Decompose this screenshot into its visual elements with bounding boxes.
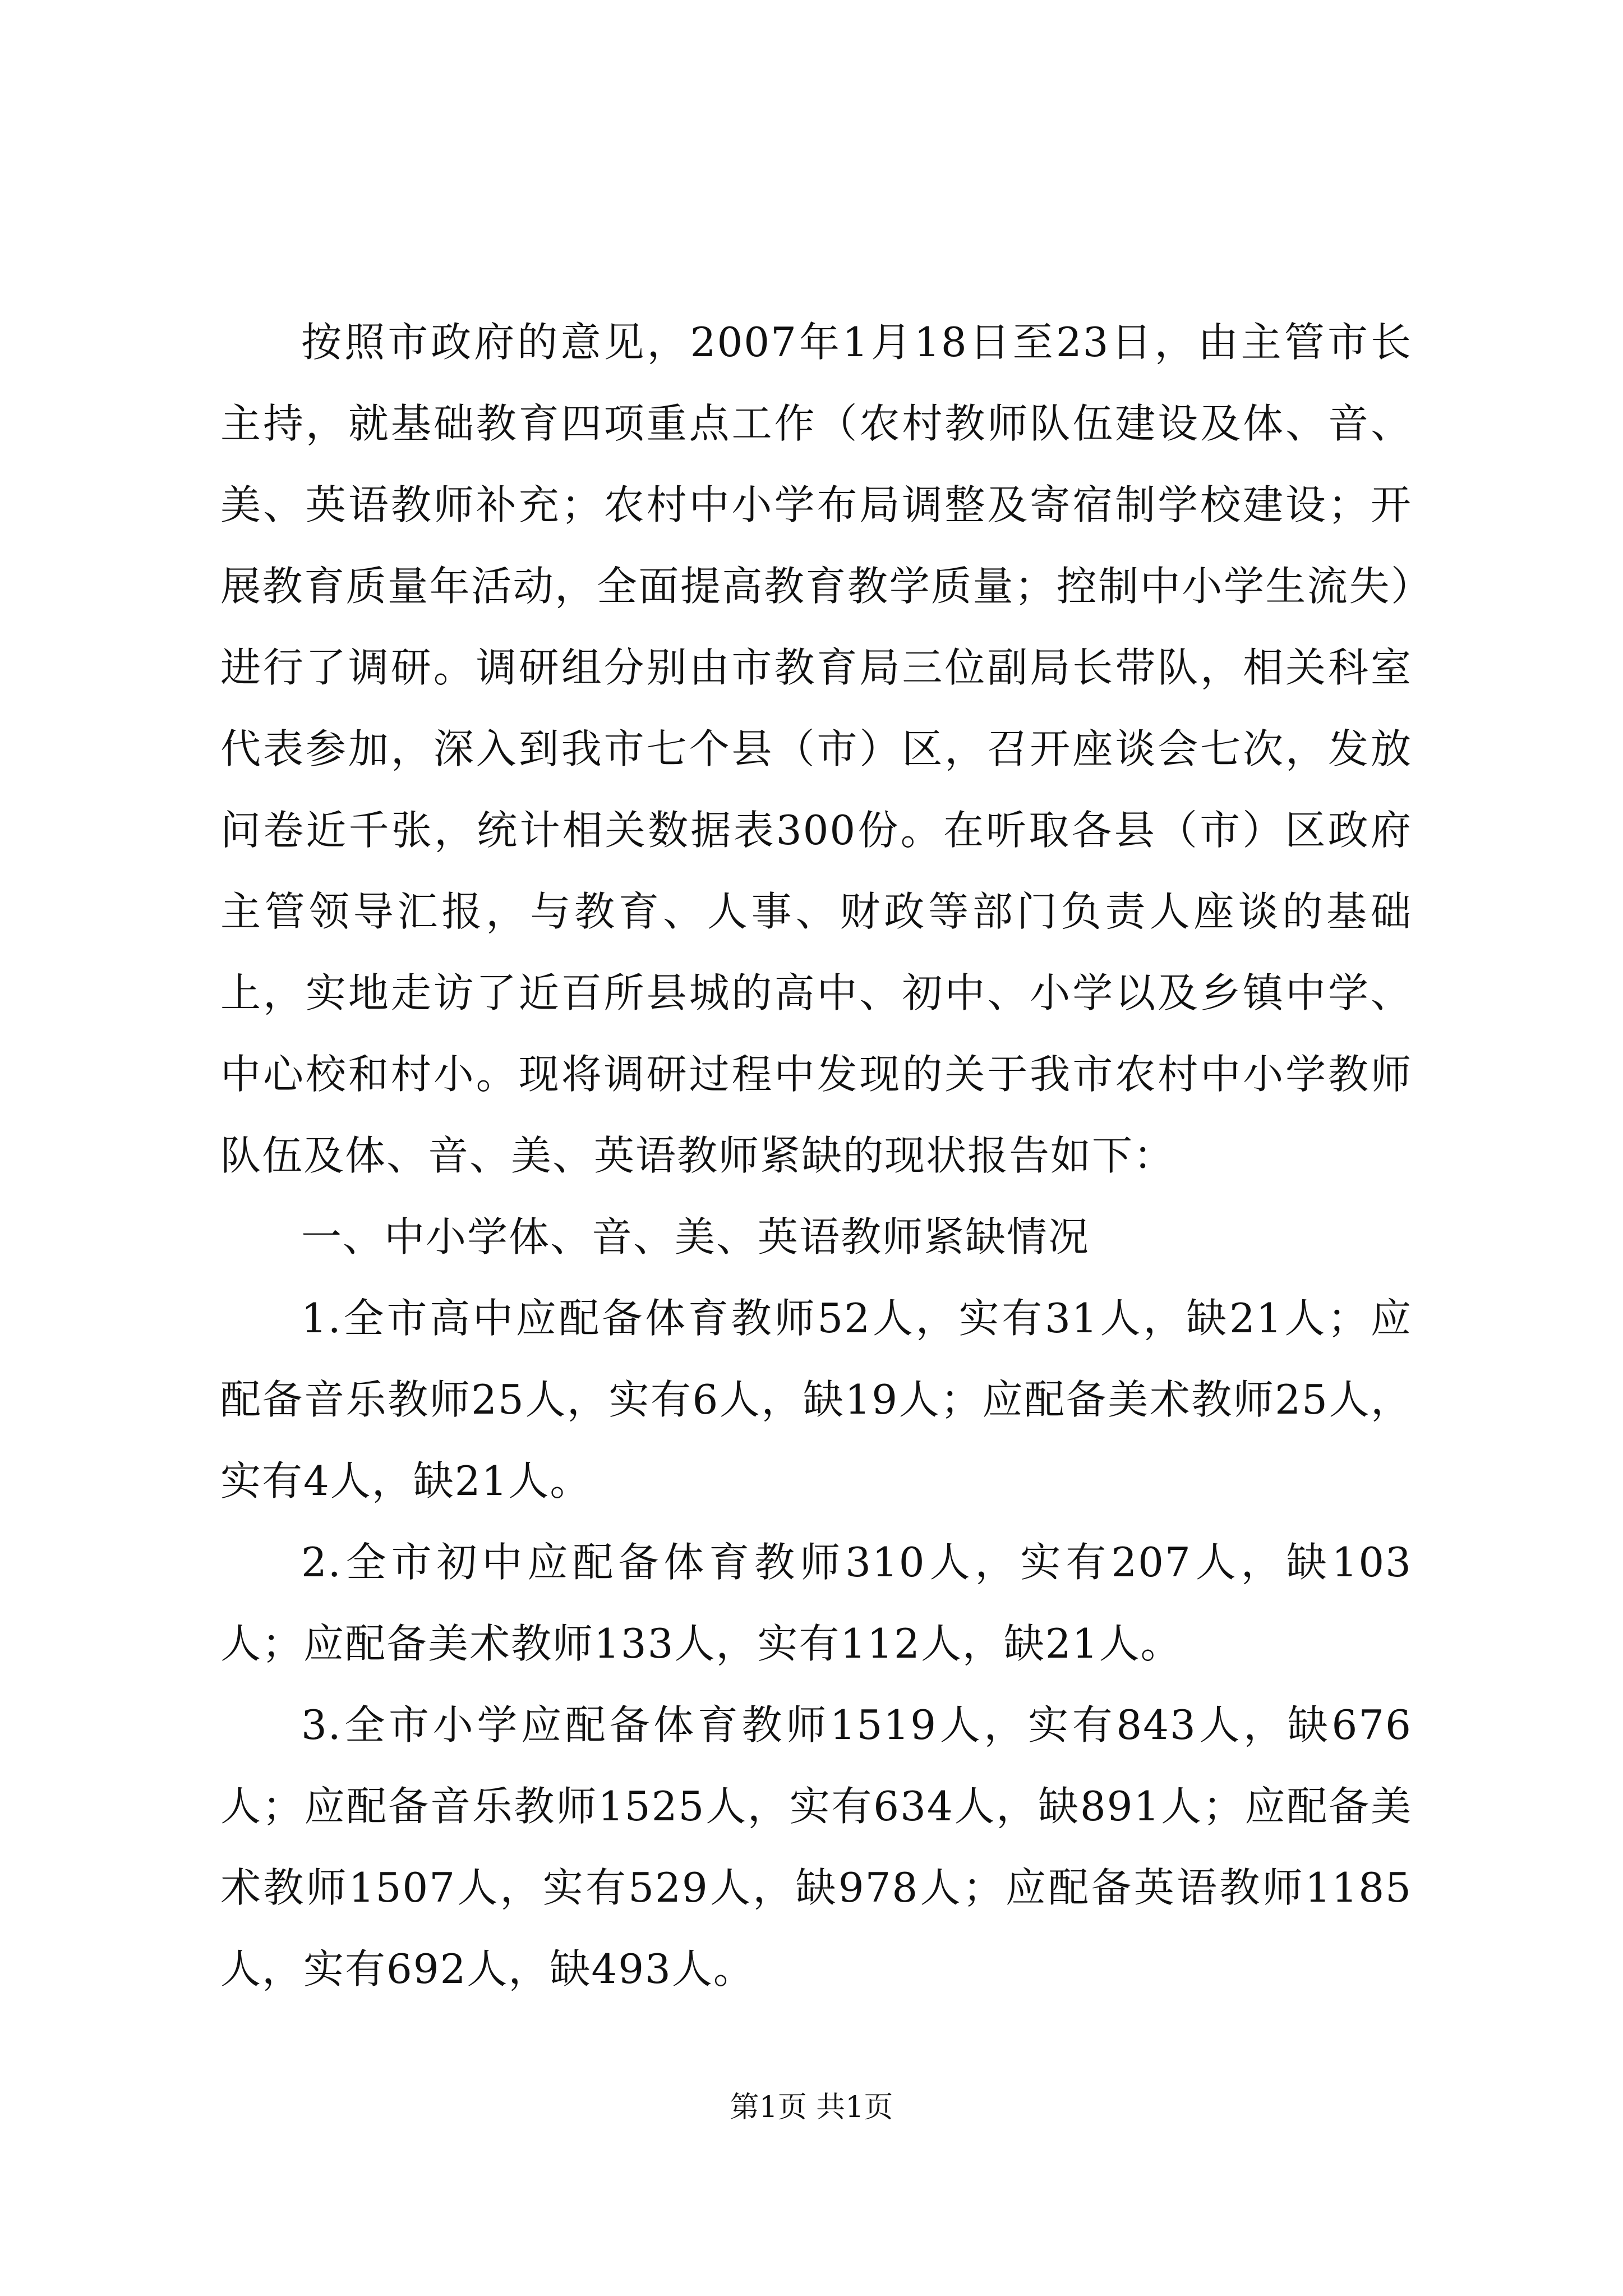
paragraph-junior-high: 2.全市初中应配备体育教师310人，实有207人，缺103人；应配备美术教师133人，实有112人，缺21人。 [220,1539,1412,1667]
page-number-footer: 第1页 共1页 [730,2091,893,2124]
section-heading: 一、中小学体、音、美、英语教师紧缺情况 [301,1213,1090,1260]
paragraph-high-school: 1.全市高中应配备体育教师52人，实有31人，缺21人；应配备音乐教师25人，实有6人，缺19人；应配备美术教师25人，实有4人，缺21人。 [220,1295,1412,1504]
paragraph-intro: 按照市政府的意见，2007年1月18日至23日，由主管市长主持，就基础教育四项重点工作（农村教师队伍建设及体、音、美、英语教师补充；农村中小学布局调整及寄宿制学校建设；开展教育质量年活动，全面提高教育教学质量；控制中小学生流失）进行了调研。调研组分别由市教育局三位副局长带队，相关科室代表参加，深入到我市七个县（市）区，召开座谈会七次，发放问卷近千张，统计相关数据表300份。在听取各县（市）区政府主管领导汇报，与教育、人事、财政等部门负责人座谈的基础上，实地走访了近百所县城的高中、初中、小学以及乡镇中学、中心校和村小。现将调研过程中发现的关于我市农村中小学教师队伍及体、音、美、英语教师紧缺的现状报告如下： [220,319,1412,1179]
paragraph-primary-school: 3.全市小学应配备体育教师1519人，实有843人，缺676人；应配备音乐教师1525人，实有634人，缺891人；应配备美术教师1507人，实有529人，缺978人；应配备英语教师1185人，实有692人，缺493人。 [220,1701,1412,1993]
document-body [220,302,1412,2010]
